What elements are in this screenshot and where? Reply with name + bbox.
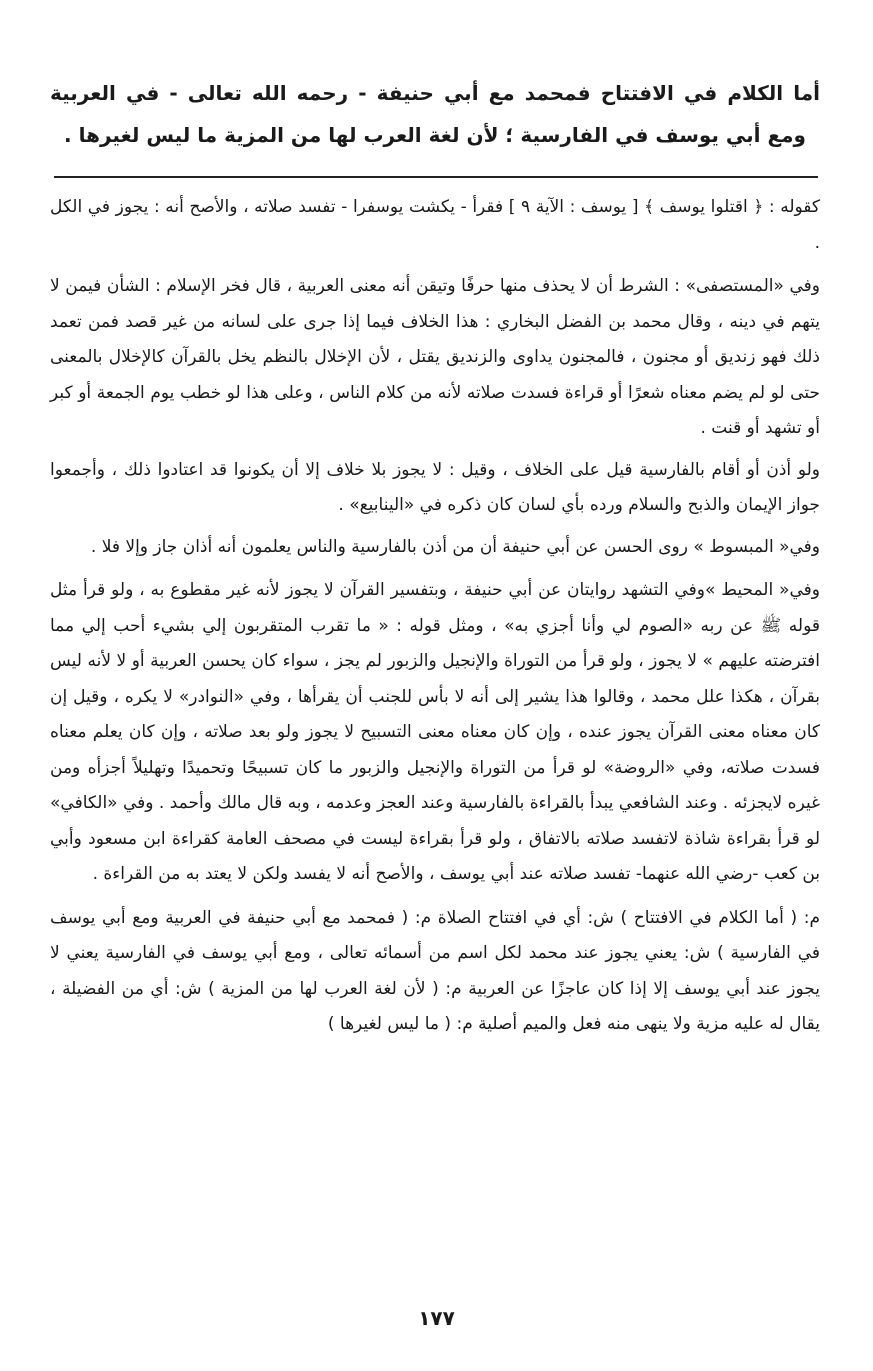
commentary-paragraph: وفي« المبسوط » روى الحسن عن أبي حنيفة أن من أذن بالفارسية والناس يعلمون أنه أذان جاز وإلا فلا .: [90, 536, 820, 557]
commentary-paragraph: م: ( أما الكلام في الافتتاح ) ش: أي في افتتاح الصلاة م: ( فمحمد مع أبي حنيفة في العربية ومع أبي يوسف في الفارسية ) ش: يعني يجوز عند محمد لكل اسم من أسمائه تعالى ، ومع أبي يوسف في الفارسية يعني لا يجوز عند أبي يوسف إلا إذا كان عاجزًا عن العربية م: ( لأن لغة العرب لها من المزية ) ش: أي من الفضيلة ، يقال له عليه مزية ولا ينهى منه فعل والميم أصلية م: ( ما ليس لغيرها ): [50, 907, 820, 1034]
commentary-paragraph: وفي «المستصفى» : الشرط أن لا يحذف منها حرفًا وتيقن أنه معنى العربية ، قال فخر الإسلام : الشأن فيمن لا يتهم في دينه ، وقال محمد بن الفضل البخاري : هذا الخلاف فيما إذا جرى على لسانه من غير قصد فمن تعمد ذلك فهو زنديق أو مجنون ، فالمجنون يداوى والزنديق يقتل ، لأن الإخلال بالنظم يخل بالقرآن كالإخلال بالمعنى حتى لو لم يضم معناه شعرًا أو قراءة فسدت صلاته لأنه من كلام الناس ، وعلى هذا لو خطب يوم الجمعة أو كبر أو تشهد أو قنت .: [50, 276, 820, 438]
main-text: أما الكلام في الافتتاح فمحمد مع أبي حنيفة - رحمه الله تعالى - في العربية ومع أبي يوسف في الفارسية ؛ لأن لغة العرب لها من المزية ما ليس لغيرها .: [50, 81, 820, 147]
main-text-block: [50, 72, 820, 156]
page-number: ١٧٧: [418, 1306, 455, 1330]
commentary-paragraph: كقوله : ﴿ اقتلوا يوسف ﴾ [ يوسف : الآية ٩ ] فقرأ - يكشت يوسفرا - تفسد صلاته ، والأصح أنه : يجوز في الكل .: [50, 197, 820, 253]
commentary-paragraph: وفي« المحيط »وفي التشهد روايتان عن أبي حنيفة ، وبتفسير القرآن لا يجوز لأنه غير مقطوع به ، ولو قرأ مثل قوله ﷺ عن ربه «الصوم لي وأنا أجزي به» ، ومثل قوله : « ما تقرب المتقربون إلي بشيء أحب إلي مما افترضته عليهم » لا يجوز ، ولو قرأ من التوراة والإنجيل والزبور لم يجز ، سواء كان يحسن العربية أو لا لأنه ليس بقرآن ، هكذا علل محمد ، وقالوا هذا يشير إلى أنه لا بأس للجنب أن يقرأها ، وفي «النوادر» لا يكره ، وقيل إن كان معناه معنى القرآن يجوز عنده ، وإن كان معناه معنى التسبيح لا يجوز ولو بعد صلاته ، وإن كان يعلم معناه فسدت صلاته، وفي «الروضة» لو قرأ من التوراة والإنجيل والزبور ما كان تسبيحًا وتحميدًا وتهليلاً أجزأه ومن غيره لايجزئه . وعند الشافعي يبدأ بالقراءة بالفارسية وعند العجز وعدمه ، وبه قال مالك وأحمد . وفي «الكافي» لو قرأ بقراءة شاذة لاتفسد صلاته بالاتفاق ، ولو قرأ بقراءة ليست في مصحف العامة كقراءة ابن مسعود وأبي بن كعب -رضي الله عنهما- تفسد صلاته عند أبي يوسف ، والأصح أنه لا يفسد ولكن لا يعتد به من القراءة .: [50, 580, 820, 884]
commentary-block: [50, 190, 820, 1043]
commentary-paragraph: ولو أذن أو أقام بالفارسية قيل على الخلاف ، وقيل : لا يجوز بلا خلاف إلا أن يكونوا قد اعتادوا ذلك ، وأجمعوا جواز الإيمان والذبح والسلام ورده بأي لسان كان ذكره في «الينابيع» .: [50, 459, 820, 515]
separator-rule: [54, 176, 818, 178]
